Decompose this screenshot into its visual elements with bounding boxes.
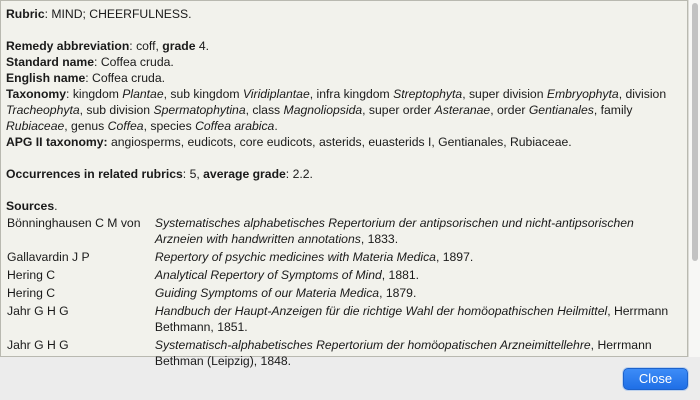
source-reference bbox=[155, 267, 683, 285]
taxon-name: Gentianales bbox=[528, 103, 594, 117]
source-publication: , 1897. bbox=[435, 250, 474, 264]
source-publication: , 1881. bbox=[381, 268, 420, 282]
taxon-rank: , sub kingdom bbox=[163, 87, 243, 101]
taxon-rank: , super order bbox=[362, 103, 435, 117]
taxonomy-label: Taxonomy bbox=[6, 87, 67, 101]
taxon-name: Embryophyta bbox=[546, 87, 619, 101]
sources-label: Sources bbox=[6, 199, 55, 213]
sources-heading: Sources. bbox=[6, 199, 58, 213]
source-author: Hering C bbox=[7, 268, 56, 282]
source-row bbox=[7, 215, 683, 249]
source-author: Gallavardin J P bbox=[7, 250, 90, 264]
occurrences-label: Occurrences in related rubrics bbox=[6, 167, 183, 181]
source-author: Hering C bbox=[7, 286, 56, 300]
taxon-name: Viridiplantae bbox=[242, 87, 310, 101]
taxon-rank: , species bbox=[143, 119, 196, 133]
source-row bbox=[7, 337, 683, 371]
english-name-line: English name: Coffea cruda. bbox=[6, 71, 165, 85]
source-reference bbox=[155, 215, 683, 249]
grade-value: 4. bbox=[198, 39, 210, 53]
taxon-rank: , sub division bbox=[79, 103, 154, 117]
scrollbar-thumb[interactable] bbox=[692, 3, 698, 261]
source-title: Analytical Repertory of Symptoms of Mind bbox=[154, 268, 382, 282]
sources-list bbox=[7, 215, 683, 371]
sources-table bbox=[7, 215, 683, 371]
taxon-rank: , infra kingdom bbox=[309, 87, 394, 101]
taxon-rank: . bbox=[274, 119, 278, 133]
taxon-name: Plantae bbox=[122, 87, 164, 101]
source-publication: , Herrmann Bethman (Leipzig), 1848. bbox=[154, 338, 652, 368]
taxon-rank: , genus bbox=[64, 119, 108, 133]
taxon-rank: kingdom bbox=[72, 87, 123, 101]
remedy-abbreviation-value: coff bbox=[136, 39, 156, 53]
source-title: Guiding Symptoms of our Materia Medica bbox=[154, 286, 380, 300]
average-grade-value: 2.2. bbox=[292, 167, 313, 181]
vertical-scrollbar[interactable] bbox=[688, 0, 700, 357]
close-button[interactable]: Close bbox=[623, 368, 688, 390]
taxon-name: Coffea bbox=[107, 119, 144, 133]
taxon-name: Coffea arabica bbox=[195, 119, 275, 133]
taxon-rank: , super division bbox=[462, 87, 547, 101]
taxonomy-value bbox=[6, 87, 666, 133]
taxon-rank: , division bbox=[618, 87, 667, 101]
source-row bbox=[7, 249, 683, 267]
standard-name-label: Standard name bbox=[6, 55, 95, 69]
source-title: Repertory of psychic medicines with Materia Medica bbox=[154, 250, 436, 264]
source-title: Systematisches alphabetisches Repertorium der antipsorischen und nicht-antipsorischen Arzneien with handwritten annotations bbox=[154, 216, 634, 246]
rubric-line: Rubric: MIND; CHEERFULNESS. bbox=[6, 7, 192, 21]
apg-taxonomy-line bbox=[6, 134, 683, 150]
source-publication: , 1879. bbox=[379, 286, 417, 300]
english-name-value: Coffea cruda. bbox=[92, 71, 165, 85]
taxonomy-line: Taxonomy: kingdom Plantae, sub kingdom Viridiplantae, infra kingdom Streptophyta, super division Embryophyta, division Tracheophyta, sub division Spermatophytina, class Magnoliopsida, super order Asteranae, order Gentianales, family Rubiaceae, genus Coffea, species Coffea arabica. bbox=[6, 87, 667, 133]
source-author: Bönninghausen C M von bbox=[7, 216, 141, 230]
source-row bbox=[7, 303, 683, 337]
source-title: Systematisch-alphabetisches Repertorium der homöopatischen Arzneimittellehre bbox=[154, 338, 591, 352]
taxon-name: Magnoliopsida bbox=[283, 103, 363, 117]
grade-label: grade bbox=[162, 39, 196, 53]
taxon-name: Asteranae bbox=[434, 103, 491, 117]
source-reference bbox=[155, 303, 683, 337]
taxon-name: Spermatophytina bbox=[153, 103, 246, 117]
remedy-abbreviation-label: Remedy abbreviation bbox=[6, 39, 130, 53]
taxon-rank: , order bbox=[490, 103, 529, 117]
standard-name-line: Standard name: Coffea cruda. bbox=[6, 55, 174, 69]
source-author: Jahr G H G bbox=[7, 304, 69, 318]
taxon-rank: , class bbox=[245, 103, 284, 117]
source-publication: , Herrmann Bethmann, 1851. bbox=[154, 304, 669, 334]
source-title: Handbuch der Haupt-Anzeigen für die richtige Wahl der homöopathischen Heilmittel bbox=[154, 304, 608, 318]
apg-taxonomy-value: angiosperms, eudicots, core eudicots, asterids, euasterids I, Gentianales, Rubiaceae. bbox=[110, 135, 572, 149]
taxon-name: Rubiaceae bbox=[6, 119, 65, 133]
standard-name-value: Coffea cruda. bbox=[100, 55, 174, 69]
source-reference bbox=[155, 285, 683, 303]
rubric-label: Rubric bbox=[6, 7, 45, 21]
occurrences-count: 5 bbox=[189, 167, 197, 181]
taxon-rank: , family bbox=[593, 103, 633, 117]
source-publication: , 1833. bbox=[360, 232, 399, 246]
remedy-abbreviation-line: Remedy abbreviation: coff, grade 4. bbox=[6, 39, 210, 53]
english-name-label: English name bbox=[6, 71, 86, 85]
rubric-value: MIND; CHEERFULNESS. bbox=[51, 7, 192, 21]
source-row bbox=[7, 267, 683, 285]
apg-taxonomy-label: APG II taxonomy: bbox=[6, 135, 108, 149]
taxon-name: Tracheophyta bbox=[6, 103, 80, 117]
source-row bbox=[7, 285, 683, 303]
source-reference bbox=[155, 249, 683, 267]
taxon-name: Streptophyta bbox=[393, 87, 463, 101]
occurrences-line: Occurrences in related rubrics: 5, average grade: 2.2. bbox=[6, 167, 313, 181]
source-author: Jahr G H G bbox=[7, 338, 69, 352]
source-reference bbox=[155, 337, 683, 371]
average-grade-label: average grade bbox=[203, 167, 286, 181]
